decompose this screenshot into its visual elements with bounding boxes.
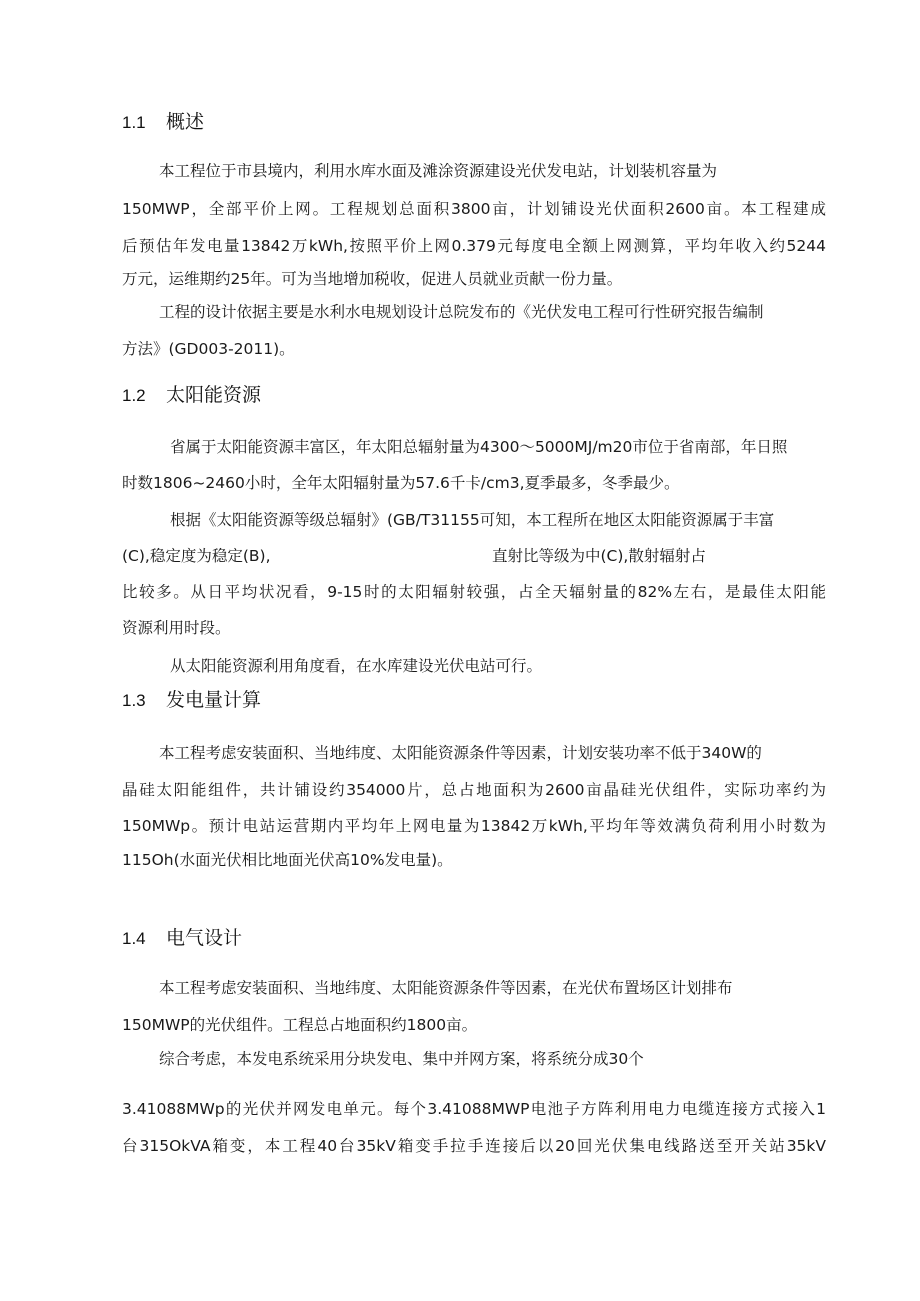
paragraph-line: 方法》(GD003-2011)。: [122, 340, 295, 358]
paragraph-line: 资源利用时段。: [122, 619, 231, 637]
paragraph-line: (C),稳定度为稳定(B),: [122, 547, 271, 565]
paragraph-line: 115Oh(水面光伏相比地面光伏高10%发电量)。: [122, 851, 453, 869]
section-number: 1.2: [122, 386, 146, 405]
section-number: 1.4: [122, 929, 146, 948]
paragraph-line: 150MWP的光伏组件。工程总占地面积约1800亩。: [122, 1016, 478, 1034]
paragraph-line: 直射比等级为中(C),散射辐射占: [492, 547, 706, 565]
paragraph-line: 省属于太阳能资源丰富区，年太阳总辐射量为4300～5000MJ∕m20市位于省南部，年日照: [170, 438, 788, 456]
paragraph-line: 综合考虑，本发电系统采用分块发电、集中并网方案，将系统分成30个: [159, 1050, 644, 1068]
section-title: 概述: [166, 111, 205, 133]
paragraph-line: 本工程考虑安装面积、当地纬度、太阳能资源条件等因素，在光伏布置场区计划排布: [159, 979, 733, 997]
paragraph-line: 万元，运维期约25年。可为当地增加税收，促进人员就业贡献一份力量。: [122, 270, 623, 288]
section-number: 1.1: [122, 113, 146, 132]
section-title: 太阳能资源: [166, 384, 262, 406]
paragraph-line: 台315OkVA箱变，本工程40台35kV箱变手拉手连接后以20回光伏集电线路送至开关站35kV: [122, 1137, 826, 1155]
section-heading-1-2: [122, 381, 261, 410]
section-heading-1-3: [122, 686, 261, 715]
section-title: 发电量计算: [166, 689, 262, 711]
paragraph-line: 从太阳能资源利用角度看，在水库建设光伏电站可行。: [170, 657, 543, 675]
paragraph-line: 后预估年发电量13842万kWh,按照平价上网0.379元每度电全额上网测算，平均年收入约5244: [122, 237, 826, 255]
paragraph-line: 本工程位于市县境内，利用水库水面及滩涂资源建设光伏发电站，计划装机容量为: [159, 162, 718, 180]
paragraph-line: 晶硅太阳能组件，共计铺设约354000片，总占地面积为2600亩晶硅光伏组件，实际功率约为: [122, 781, 826, 799]
paragraph-line: 150MWP，全部平价上网。工程规划总面积3800亩，计划铺设光伏面积2600亩。本工程建成: [122, 200, 826, 218]
section-title: 电气设计: [166, 927, 243, 949]
section-number: 1.3: [122, 691, 146, 710]
paragraph-line: 比较多。从日平均状况看，9-15时的太阳辐射较强，占全天辐射量的82%左右，是最佳太阳能: [122, 583, 826, 601]
paragraph-line: 根据《太阳能资源等级总辐射》(GB/T31155可知，本工程所在地区太阳能资源属于丰富: [170, 511, 775, 529]
paragraph-line: 本工程考虑安装面积、当地纬度、太阳能资源条件等因素，计划安装功率不低于340W的: [159, 744, 762, 762]
paragraph-line: 3.41088MWp的光伏并网发电单元。每个3.41088MWP电池子方阵利用电力电缆连接方式接入1: [122, 1100, 826, 1118]
section-heading-1-4: [122, 924, 242, 953]
section-heading-1-1: [122, 108, 204, 137]
paragraph-line: 工程的设计依据主要是水利水电规划设计总院发布的《光伏发电工程可行性研究报告编制: [159, 303, 764, 321]
paragraph-line: 150MWp。预计电站运营期内平均年上网电量为13842万kWh,平均年等效满负荷利用小时数为: [122, 817, 826, 835]
paragraph-line: 时数1806~2460小时，全年太阳辐射量为57.6千卡/cm3,夏季最多，冬季最少。: [122, 474, 680, 492]
